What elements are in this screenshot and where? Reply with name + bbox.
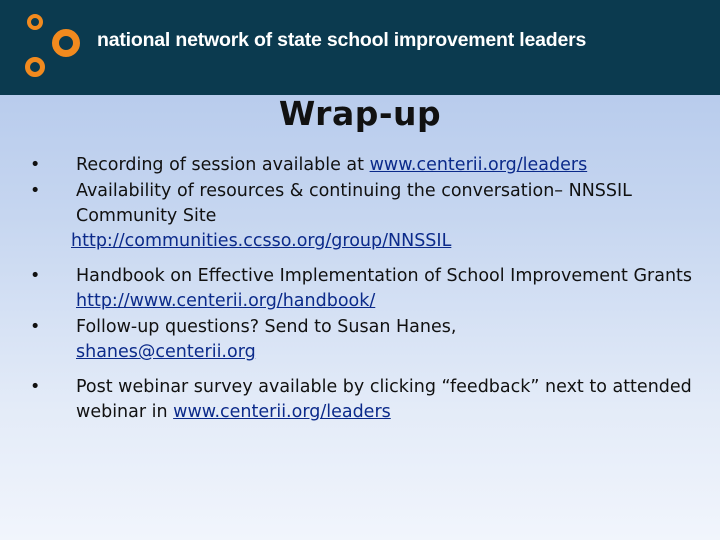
slide-title: Wrap-up [278, 94, 442, 133]
bullet-icon: • [30, 266, 41, 286]
email-link[interactable]: shanes@centerii.org [76, 342, 256, 362]
bullet-item-recording [30, 153, 700, 178]
bullet-text: Availability of resources & continuing the conversation– NNSSIL Community Site [76, 181, 632, 226]
bullet-text: Handbook on Effective Implementation of School Improvement Grants [76, 266, 693, 286]
bullet-text: Post webinar survey available by clicking “feedback” next to attended webinar in [76, 377, 692, 422]
bullet-icon: • [30, 155, 41, 175]
header-banner [0, 0, 720, 95]
handbook-link[interactable]: http://www.centerii.org/handbook/ [76, 291, 376, 311]
organization-name: national network of state school improvement leaders [97, 29, 587, 51]
bullet-icon: • [30, 317, 41, 337]
bullet-icon: • [30, 377, 41, 397]
community-site-link[interactable]: http://communities.ccsso.org/group/NNSSIL [71, 231, 452, 251]
bullet-text: Recording of session available at [76, 155, 370, 175]
bullet-list [30, 153, 700, 426]
bullet-item-handbook [30, 264, 700, 314]
bullet-item-survey [30, 375, 700, 425]
bullet-item-resources [30, 179, 700, 254]
survey-leaders-link[interactable]: www.centerii.org/leaders [173, 402, 391, 422]
bullet-icon: • [30, 181, 41, 201]
leaders-link[interactable]: www.centerii.org/leaders [369, 155, 588, 175]
bullet-item-followup [30, 315, 700, 365]
bullet-text: Follow-up questions? Send to Susan Hanes, [76, 317, 457, 337]
